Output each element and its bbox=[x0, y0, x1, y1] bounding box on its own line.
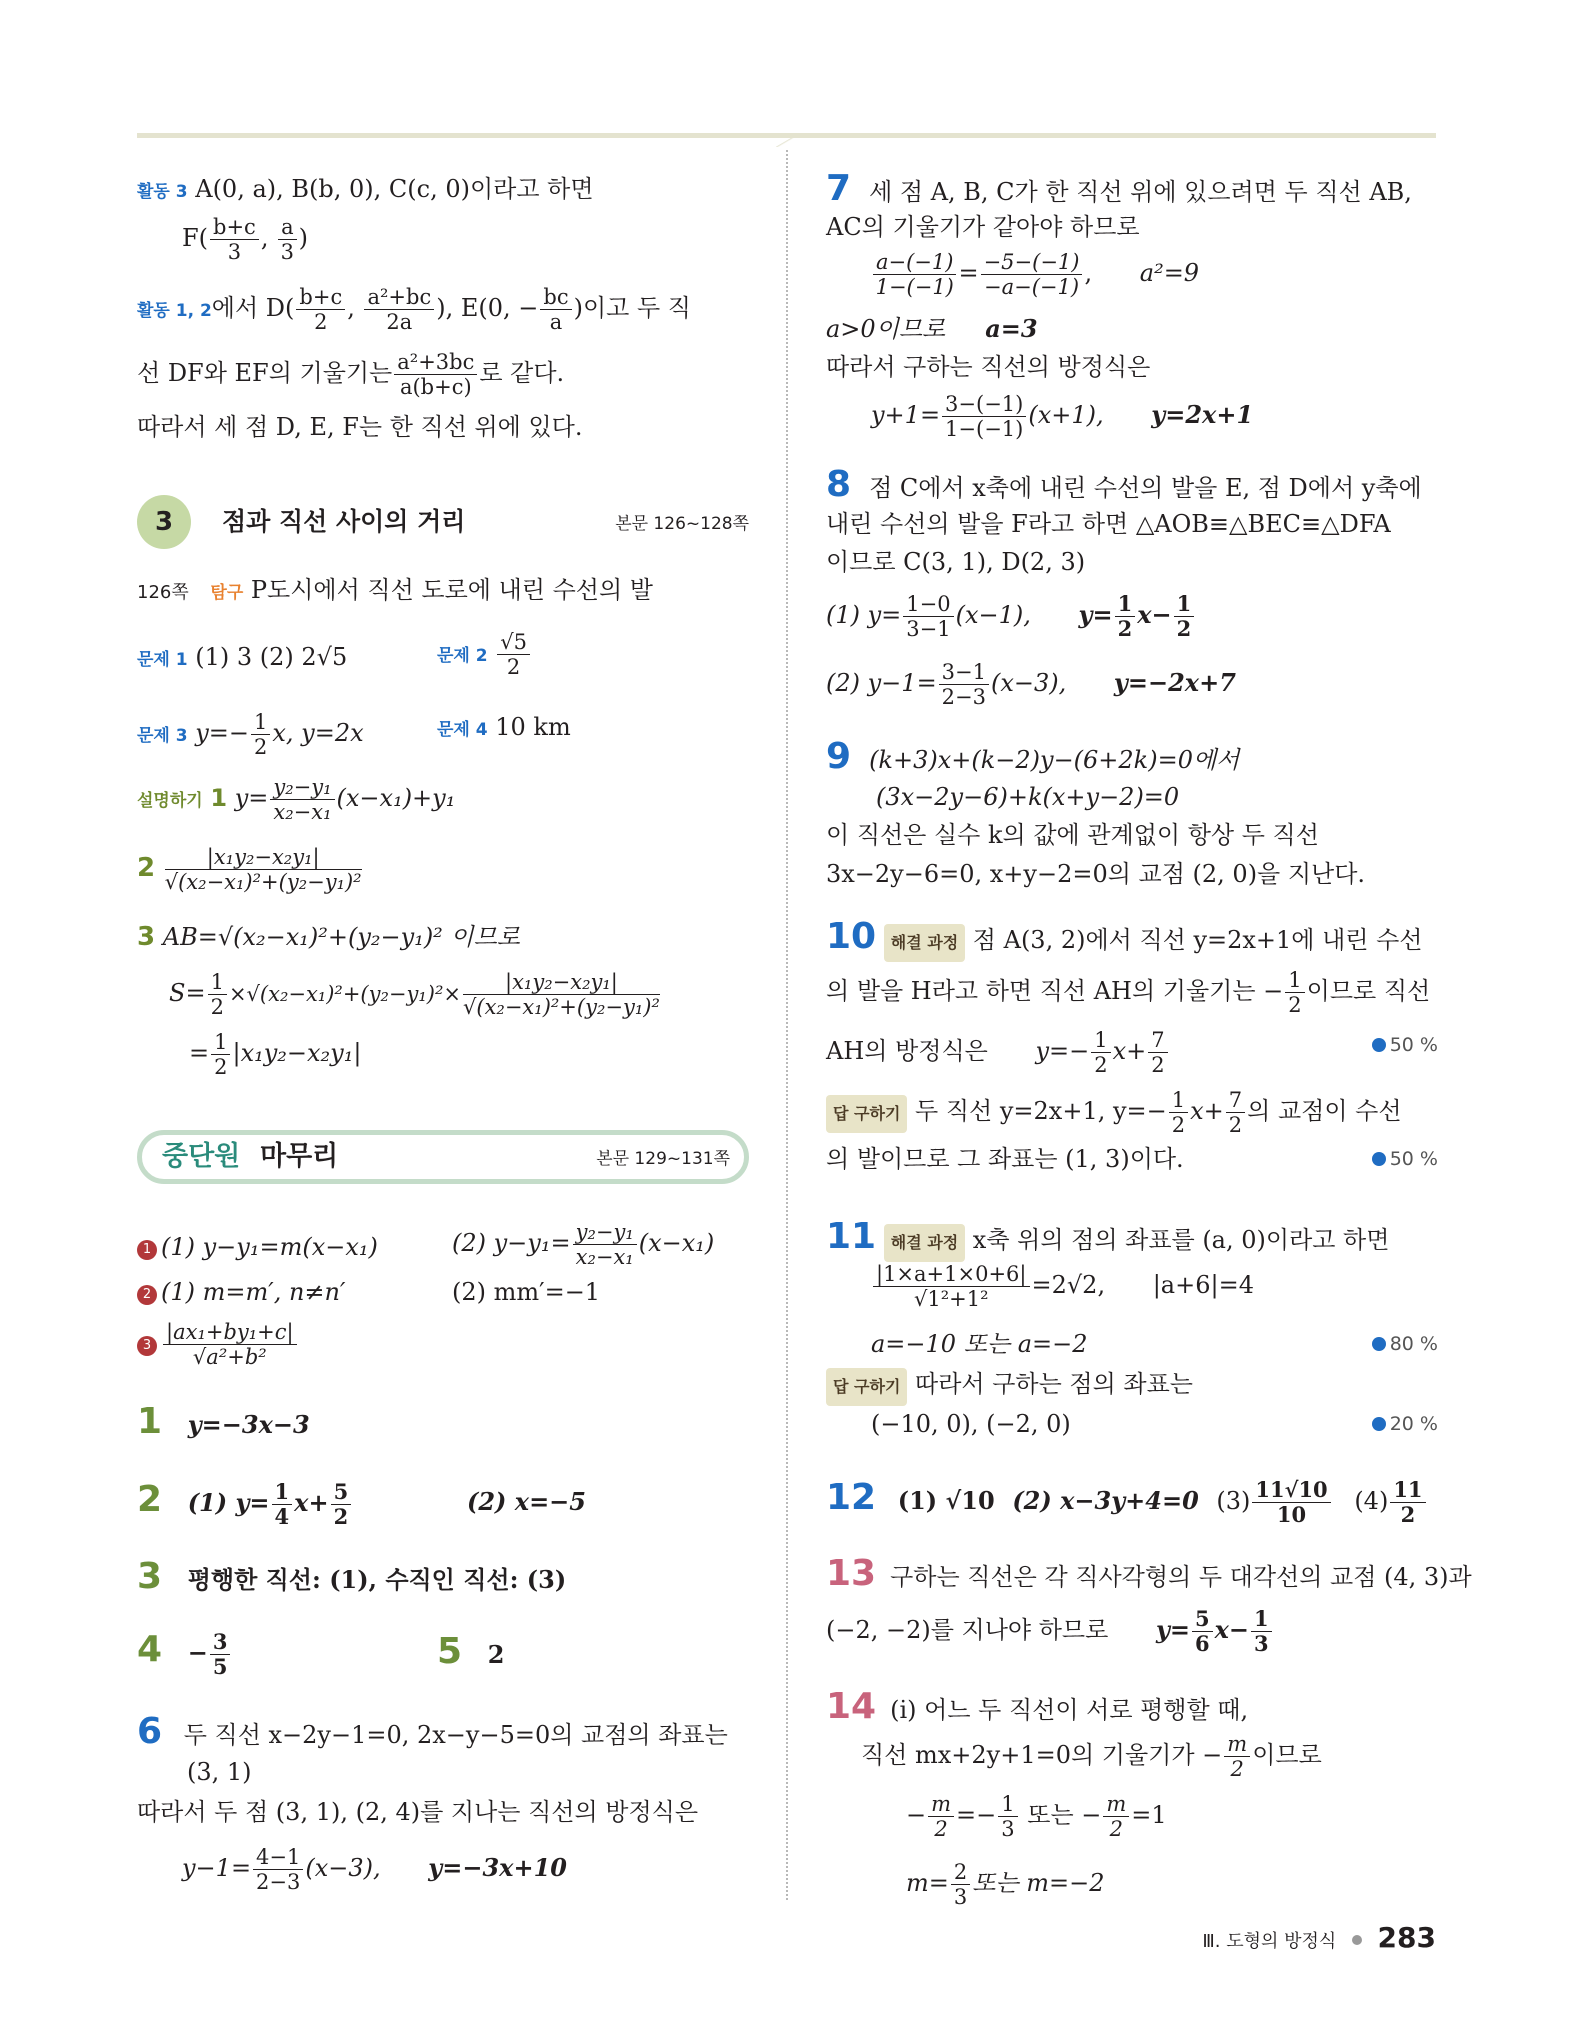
section-number-badge: 3 bbox=[137, 495, 191, 549]
page-number: 283 bbox=[1377, 1921, 1436, 1954]
footer-section: Ⅲ. 도형의 방정식 bbox=[1202, 1931, 1337, 1952]
sol12: 12 (1) √10 (2) x−3y+4=0 (3) $\frac{11√10}{10}$ (4) $\frac{11}{2}$ bbox=[826, 1478, 1428, 1527]
sol11-l5: (−10, 0), (−2, 0) 20 % bbox=[871, 1410, 1438, 1438]
slope-line: 선 DF와 EF의 기울기는 $\frac{\text{a²+3bc}}{a(b+c)}$ 로 같다. bbox=[137, 350, 565, 400]
sol11-l3: a=−10 또는 a=−2 80 % bbox=[871, 1330, 1438, 1358]
percent-icon bbox=[1372, 1038, 1386, 1052]
sol11-eq: $\frac{|1\times a+1\times 0+6|}{\text{√1²+1²}}$ =2√2, |a+6|=4 bbox=[871, 1262, 1254, 1311]
activity3-line: 활동 3 A(0, a), B(b, 0), C(c, 0)이라고 하면 bbox=[137, 175, 594, 203]
sol8: 8 점 C에서 x축에 내린 수선의 발을 E, 점 D에서 y축에 bbox=[826, 464, 1422, 505]
answer6: 6 두 직선 x−2y−1=0, 2x−y−5=0의 교점의 좌표는 bbox=[137, 1711, 728, 1752]
explain3: 3 AB=√(x₂−x₁)²+(y₂−y₁)² 이므로 bbox=[137, 922, 520, 952]
answer2: 2 (1) y= $\frac{1}{4}$ x+ $\frac{5}{2}$ bbox=[137, 1480, 353, 1529]
sol11-l4: 답 구하기 따라서 구하는 점의 좌표는 bbox=[826, 1367, 1193, 1406]
explain3-result: = $\frac{1}{2}$ |x₁y₂−x₂y₁| bbox=[189, 1030, 362, 1080]
section3-header bbox=[137, 495, 749, 549]
sol7-line: y+1= $\frac{3-(-1)}{1-(-1)}$ (x+1), y=2x+1 bbox=[871, 392, 1254, 442]
sol7: 7 세 점 A, B, C가 한 직선 위에 있으려면 두 직선 AB, bbox=[826, 168, 1412, 209]
sol10-l3: AH의 방정식은 y=− $\frac{1}{2}$ x+ $\frac{7}{2}$ 50 % bbox=[826, 1028, 1438, 1078]
answer2b: (2) x=−5 bbox=[467, 1487, 586, 1516]
sol10: 10 해결 과정 점 A(3, 2)에서 직선 y=2x+1에 내린 수선 bbox=[826, 920, 1423, 962]
activity-tag: 활동 3 bbox=[137, 182, 188, 202]
summary3: 3 $\frac{\text{|ax₁+by₁+c|}}{\text{√a²+b²}}$ bbox=[137, 1320, 299, 1369]
percent-icon bbox=[1372, 1417, 1386, 1431]
top-notch bbox=[776, 133, 800, 147]
percent-icon bbox=[1372, 1152, 1386, 1166]
summary1b: (2) y−y₁= $\frac{\text{y₂−y₁}}{\text{x₂−x₁}}$ (x−x₁) bbox=[452, 1220, 715, 1270]
sol14: 14 (i) 어느 두 직선이 서로 평행할 때, bbox=[826, 1686, 1249, 1727]
sol7-cond: a>0이므로 a=3 bbox=[826, 314, 1038, 343]
answer6-eq: y−1= $\frac{4-1}{2-3}$ (x−3), y=−3x+10 bbox=[182, 1845, 567, 1895]
sol11: 11 해결 과정 x축 위의 점의 좌표를 (a, 0)이라고 하면 bbox=[826, 1220, 1389, 1262]
answer5: 5 2 bbox=[437, 1631, 505, 1672]
footer-dot-icon bbox=[1352, 1935, 1362, 1945]
problem1: 문제 1 (1) 3 (2) 2√5 bbox=[137, 643, 348, 671]
activity12-line: 활동 1, 2에서 D( $\frac{b+c}{2}$ , $\frac{\text{a²+bc}}{2a}$ ), E(0, − $\frac{bc}{a}$ )이고 두 직 bbox=[137, 285, 691, 335]
summary2: 2 (1) m=m′, n≠n′ bbox=[137, 1275, 345, 1309]
sol14-l3: − $\frac{m}{2}$ =− $\frac{1}{3}$ 또는 − $\frac{m}{2}$ =1 bbox=[906, 1792, 1167, 1842]
explain1: 설명하기 1 y= $\frac{\text{y₂−y₁}}{\text{x₂−x₁}}$ (x−x₁)+y₁ bbox=[137, 775, 456, 825]
sol10-l2: 의 발을 H라고 하면 직선 AH의 기울기는 − $\frac{1}{2}$ 이므로 직선 bbox=[826, 968, 1431, 1018]
answer1: 1 y=−3x−3 bbox=[137, 1401, 310, 1442]
sol10-l5: 의 발이므로 그 좌표는 (1, 3)이다. 50 % bbox=[826, 1145, 1438, 1173]
sol10-l4: 답 구하기 두 직선 y=2x+1, y=− $\frac{1}{2}$ x+ $\frac{7}{2}$ 의 교점이 수선 bbox=[826, 1088, 1402, 1137]
sol8-1: (1) y= $\frac{1-0}{3-1}$ (x−1), y= $\frac{1}{2}$ x− $\frac{1}{2}$ bbox=[826, 592, 1196, 641]
sol9: 9 (k+3)x+(k−2)y−(6+2k)=0에서 bbox=[826, 736, 1240, 777]
problem3: 문제 3 y=− $\frac{1}{2}$ x, y=2x bbox=[137, 710, 364, 760]
explain3-area: S= $\frac{1}{2}$ ×√(x₂−x₁)²+(y₂−y₁)²× $\frac{\text{|x₁y₂−x₂y₁|}}{\text{√(x₂−x₁)²+(y₂−y₁)²}}$ bbox=[169, 970, 660, 1020]
sol14-l4: m= $\frac{2}{3}$ 또는 m=−2 bbox=[906, 1860, 1105, 1910]
percent-icon bbox=[1372, 1337, 1386, 1351]
problem4: 문제 4 10 km bbox=[437, 713, 571, 741]
problem2: 문제 2 $\frac{√5}{2}$ bbox=[437, 630, 532, 679]
page-footer bbox=[1202, 1921, 1436, 1954]
answer3: 3 평행한 직선: (1), 수직인 직선: (3) bbox=[137, 1556, 567, 1597]
explain2: 2 $\frac{\text{|x₁y₂−x₂y₁|}}{\text{√(x₂−x₁)²+(y₂−y₁)²}}$ bbox=[137, 845, 362, 895]
answer4: 4 − $\frac{3}{5}$ bbox=[137, 1630, 232, 1679]
section-title: 점과 직선 사이의 거리 bbox=[222, 507, 466, 536]
summary1: 1 (1) y−y₁=m(x−x₁) bbox=[137, 1230, 378, 1264]
column-divider bbox=[786, 150, 788, 1900]
section-ref: 본문 126~128쪽 bbox=[615, 514, 749, 534]
sol8-2: (2) y−1= $\frac{3-1}{2-3}$ (x−3), y=−2x+7 bbox=[826, 660, 1236, 710]
conclusion-line: 따라서 세 점 D, E, F는 한 직선 위에 있다. bbox=[137, 413, 583, 441]
sol13: 13 구하는 직선은 각 직사각형의 두 대각선의 교점 (4, 3)과 bbox=[826, 1553, 1472, 1594]
f-point: F( $\frac{b+c}{3}$ , $\frac{a}{3}$ ) bbox=[182, 215, 308, 265]
sol7-eq: $\frac{a-(-1)}{1-(-1)}$ = $\frac{-5-(-1)}{-a-(-1)}$ , a²=9 bbox=[871, 250, 1199, 299]
p126-line: 126쪽 탐구 P도시에서 직선 도로에 내린 수선의 발 bbox=[137, 576, 653, 604]
sol13-l2: (−2, −2)를 지나야 하므로 y= $\frac{5}{6}$ x− $\frac{1}{3}$ bbox=[826, 1607, 1274, 1656]
summary2b: (2) mm′=−1 bbox=[452, 1278, 601, 1306]
sol14-l2: 직선 mx+2y+1=0의 기울기가 − $\frac{m}{2}$ 이므로 bbox=[861, 1732, 1322, 1782]
mid-unit-header: 중단원 마무리 본문 129~131쪽 bbox=[137, 1130, 749, 1184]
